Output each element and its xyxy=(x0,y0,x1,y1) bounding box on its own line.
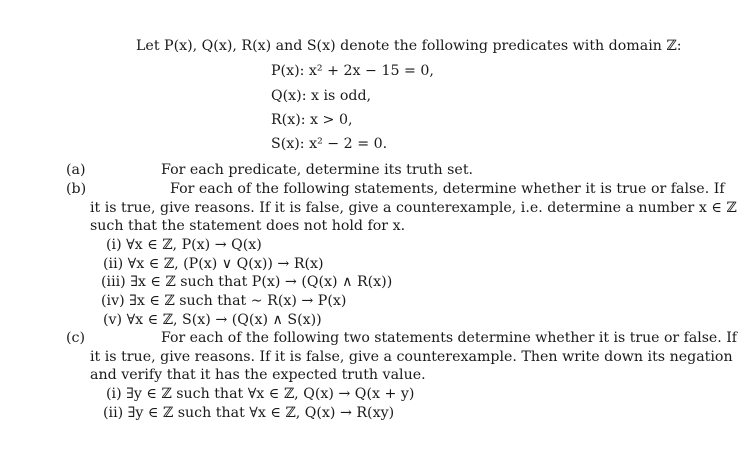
part-a-text: For each predicate, determine its truth set. xyxy=(161,162,474,178)
part-b-label: (b) xyxy=(66,181,87,197)
part-b-line-3: such that the statement does not hold for x. xyxy=(90,218,406,234)
part-b-item-iii: (iii) ∃x ∈ ℤ such that P(x) → (Q(x) ∧ R(x)) xyxy=(101,274,393,290)
part-c-line-2: it is true, give reasons. If it is false, give a counterexample. Then write down its negation xyxy=(90,349,733,365)
part-c-item-ii: (ii) ∃y ∈ ℤ such that ∀x ∈ ℤ, Q(x) → R(xy) xyxy=(103,405,395,421)
part-b-line-1: For each of the following statements, determine whether it is true or false. If xyxy=(170,181,725,197)
predicate-r: R(x): x > 0, xyxy=(271,112,353,128)
predicate-s: S(x): x² − 2 = 0. xyxy=(271,136,388,152)
part-b-item-ii: (ii) ∀x ∈ ℤ, (P(x) ∨ Q(x)) → R(x) xyxy=(103,256,324,272)
part-c-item-i: (i) ∃y ∈ ℤ such that ∀x ∈ ℤ, Q(x) → Q(x + y) xyxy=(106,386,415,402)
part-b-item-i: (i) ∀x ∈ ℤ, P(x) → Q(x) xyxy=(106,237,262,253)
intro-text: Let P(x), Q(x), R(x) and S(x) denote the following predicates with domain ℤ: xyxy=(136,38,682,54)
part-c-line-3: and verify that it has the expected truth value. xyxy=(90,367,426,383)
predicate-q: Q(x): x is odd, xyxy=(271,88,372,104)
part-c-label: (c) xyxy=(66,330,86,346)
part-a-label: (a) xyxy=(66,162,86,178)
part-b-item-v: (v) ∀x ∈ ℤ, S(x) → (Q(x) ∧ S(x)) xyxy=(103,312,322,328)
part-c-line-1: For each of the following two statements determine whether it is true or false. If xyxy=(161,330,737,346)
predicate-p: P(x): x² + 2x − 15 = 0, xyxy=(271,63,434,79)
part-b-line-2: it is true, give reasons. If it is false, give a counterexample, i.e. determine a number x ∈ ℤ xyxy=(90,200,737,216)
part-b-item-iv: (iv) ∃x ∈ ℤ such that ∼ R(x) → P(x) xyxy=(101,293,347,309)
